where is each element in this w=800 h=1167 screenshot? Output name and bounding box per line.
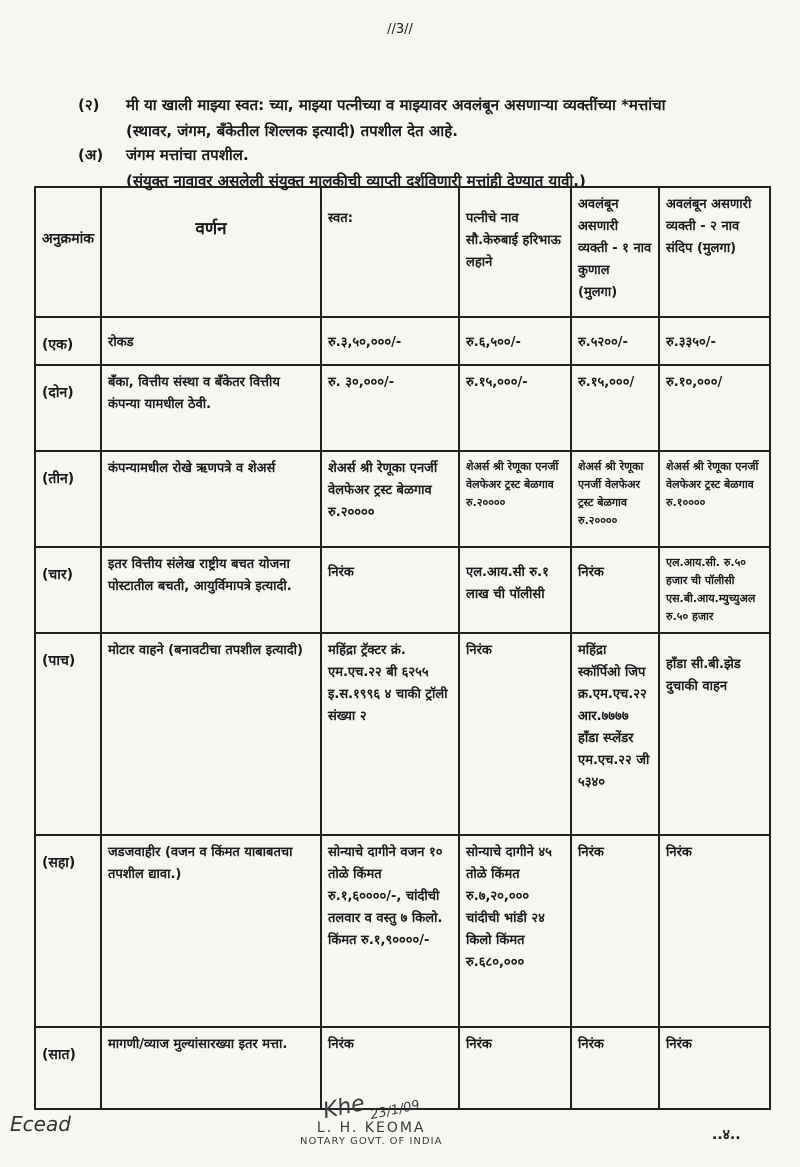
header-dependent-2: अवलंबून असणारी व्यक्ती - २ नाव संदिप (मुलगा) — [659, 187, 770, 317]
row-dependent-2: निरंक — [659, 835, 770, 1027]
header-dependent-1: अवलंबून असणारी व्यक्ती - १ नाव कुणाल (मुलगा) — [571, 187, 659, 317]
row-wife: एल.आय.सी रु.१ लाख ची पॉलीसी — [459, 547, 571, 633]
row-self: शेअर्स श्री रेणूका एनर्जी वेलफेअर ट्रस्ट बेळगाव रु.२०००० — [321, 451, 459, 547]
notary-date: 23/1/09 — [368, 1097, 421, 1124]
intro-block-2 — [78, 92, 666, 144]
section-marker-2: (२) — [78, 96, 100, 114]
notary-signature: Khe — [320, 1090, 367, 1125]
row-dependent-2: निरंक — [659, 1027, 770, 1109]
row-wife: निरंक — [459, 633, 571, 835]
row-description: बँका, वित्तीय संस्था व बँकेतर वित्तीय कंपन्या यामधील ठेवी. — [101, 365, 321, 451]
row-sr: (तीन) — [35, 451, 101, 547]
row-sr: (दोन) — [35, 365, 101, 451]
table-row — [35, 547, 770, 633]
table-header-row — [35, 187, 770, 317]
signature-left: Ecead — [10, 1112, 71, 1136]
page-number: //3// — [387, 22, 413, 37]
row-description: जडजवाहीर (वजन व किंमत याबाबतचा तपशील द्यावा.) — [101, 835, 321, 1027]
row-dependent-1: शेअर्स श्री रेणूका एनर्जी वेलफेअर ट्रस्ट बेळगाव रु.२०००० — [571, 451, 659, 547]
header-self: स्वत: — [321, 187, 459, 317]
row-wife: रु.१५,०००/- — [459, 365, 571, 451]
row-self: महिंद्रा ट्रॅक्टर क्रं. एम.एच.२२ बी ६२५५ इ.स.१९९६ ४ चाकी ट्रॉली संख्या २ — [321, 633, 459, 835]
row-wife: शेअर्स श्री रेणूका एनर्जी वेलफेअर ट्रस्ट बेळगाव रु.२०००० — [459, 451, 571, 547]
row-dependent-2: शेअर्स श्री रेणूका एनर्जी वेलफेअर ट्रस्ट बेळगाव रु.१०००० — [659, 451, 770, 547]
notary-name: L. H. KEOMA — [316, 1120, 426, 1136]
row-dependent-2: एल.आय.सी. रु.५० हजार ची पॉलीसी एस.बी.आय.म्युच्युअल रु.५० हजार — [659, 547, 770, 633]
intro-line-3: जंगम मत्तांचा तपशील. — [126, 146, 249, 164]
table-row — [35, 365, 770, 451]
intro-line-1: मी या खाली माझ्या स्वत: च्या, माझ्या पत्नीच्या व माझ्यावर अवलंबून असणाऱ्या व्यक्तींच्या *मत्तांचा — [126, 96, 666, 114]
movable-assets-table — [34, 186, 771, 1110]
row-self: सोन्याचे दागीने वजन १० तोळे किंमत रु.१,६००००/-, चांदीची तलवार व वस्तु ७ किलो. किंमत रु.१,९००००/- — [321, 835, 459, 1027]
row-sr: (एक) — [35, 317, 101, 365]
header-wife: पत्नीचे नाव सौ.केरुबाई हरिभाऊ लहाने — [459, 187, 571, 317]
continued-page-marker: ..४.. — [712, 1127, 741, 1143]
row-dependent-1: रु.५२००/- — [571, 317, 659, 365]
row-sr: (चार) — [35, 547, 101, 633]
table-row — [35, 633, 770, 835]
row-sr: (पाच) — [35, 633, 101, 835]
row-self: रु.३,५०,०००/- — [321, 317, 459, 365]
row-description: रोकड — [101, 317, 321, 365]
intro-line-2: (स्थावर, जंगम, बँकेतील शिल्लक इत्यादी) तपशील देत आहे. — [126, 122, 458, 140]
header-description: वर्णन — [101, 187, 321, 317]
row-dependent-1: निरंक — [571, 835, 659, 1027]
notary-subtitle: NOTARY GOVT. OF INDIA — [300, 1136, 443, 1147]
row-sr: (सात) — [35, 1027, 101, 1109]
row-self: निरंक — [321, 547, 459, 633]
header-sr: अनुक्रमांक — [35, 187, 101, 317]
row-description: मोटार वाहने (बनावटीचा तपशील इत्यादी) — [101, 633, 321, 835]
row-wife: निरंक — [459, 1027, 571, 1109]
row-wife: रु.६,५००/- — [459, 317, 571, 365]
section-marker-a: (अ) — [78, 146, 104, 164]
row-description: मागणी/व्याज मुल्यांसारख्या इतर मत्ता. — [101, 1027, 321, 1109]
row-dependent-1: निरंक — [571, 547, 659, 633]
row-description: इतर वित्तीय संलेख राष्ट्रीय बचत योजना पोस्टातील बचती, आयुर्विमापत्रे इत्यादी. — [101, 547, 321, 633]
row-dependent-2: रु.३३५०/- — [659, 317, 770, 365]
table-row — [35, 835, 770, 1027]
notary-stamp — [300, 1090, 443, 1147]
table-row — [35, 451, 770, 547]
intro-line-4: (संयुक्त नावावर असलेली संयुक्त मालकीची व्याप्ती दर्शविणारी मत्तांही देण्यात यावी.) — [126, 172, 586, 190]
row-dependent-1: निरंक — [571, 1027, 659, 1109]
row-wife: सोन्याचे दागीने ४५ तोळे किंमत रु.७,२०,००० चांदीची भांडी २४ किलो किंमत रु.६८०,००० — [459, 835, 571, 1027]
row-self: निरंक — [321, 1027, 459, 1109]
table-row — [35, 317, 770, 365]
row-sr: (सहा) — [35, 835, 101, 1027]
row-description: कंपन्यामधील रोखे ऋणपत्रे व शेअर्स — [101, 451, 321, 547]
row-dependent-2: रु.१०,०००/ — [659, 365, 770, 451]
row-self: रु. ३०,०००/- — [321, 365, 459, 451]
row-dependent-1: रु.१५,०००/ — [571, 365, 659, 451]
row-dependent-1: महिंद्रा स्कॉर्पिओ जिप क्र.एम.एच.२२ आर.७७७७ हॉंडा स्प्लेंडर एम.एच.२२ जी ५३४० — [571, 633, 659, 835]
row-dependent-2: हॉंडा सी.बी.झेड दुचाकी वाहन — [659, 633, 770, 835]
